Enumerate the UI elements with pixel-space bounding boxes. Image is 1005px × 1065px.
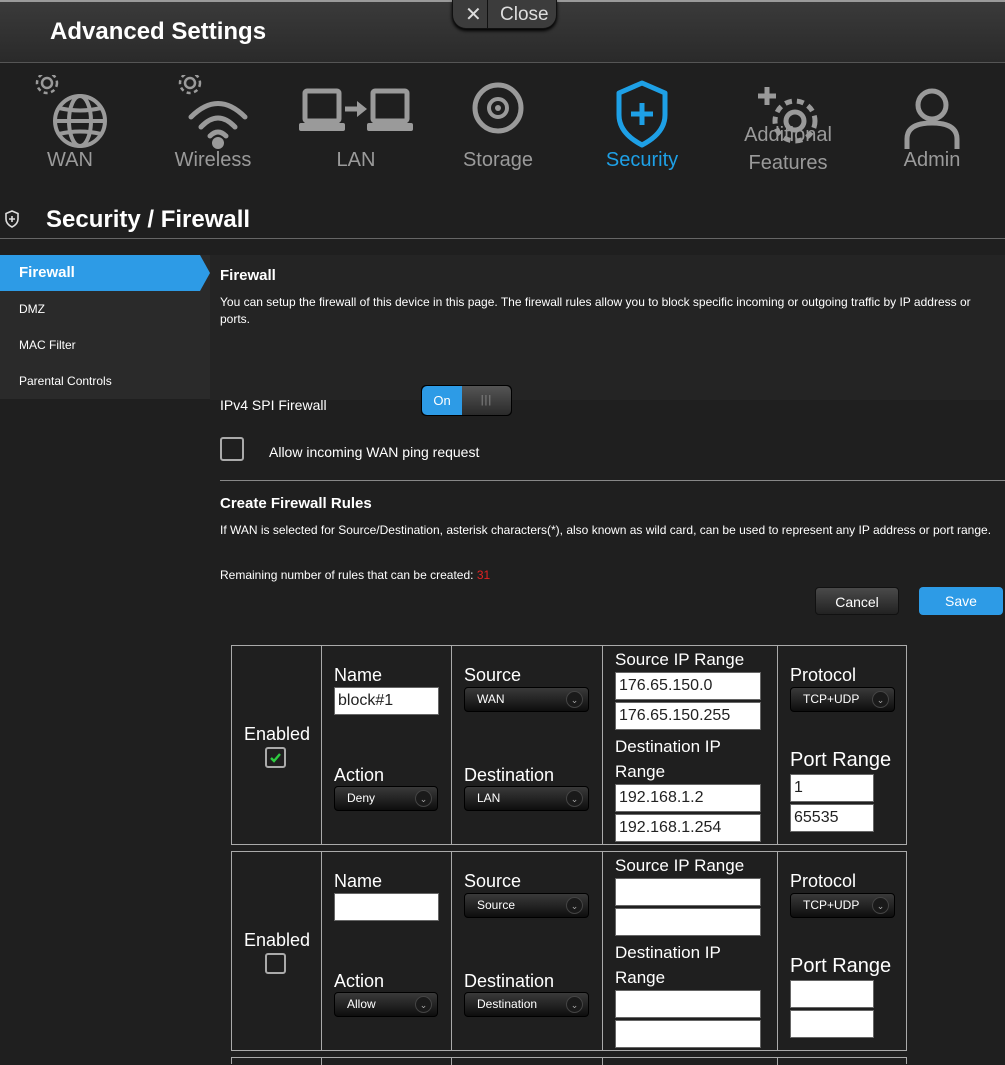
source-ip-end-input[interactable]	[615, 908, 761, 936]
chevron-down-icon: ⌄	[566, 996, 583, 1013]
remaining-label: Remaining number of rules that can be created:	[220, 568, 474, 582]
nav-label-line1: Additional	[744, 124, 832, 146]
wifi-gear-icon	[163, 75, 263, 155]
port-range-label: Port Range	[790, 955, 892, 977]
destination-ip-range-label-2: Range	[615, 762, 666, 781]
sidebar-item-mac-filter[interactable]	[0, 327, 200, 363]
source-label: Source	[464, 665, 522, 685]
sidebar-item-label: Parental Controls	[19, 374, 112, 388]
nav-label-line2: Features	[748, 152, 828, 174]
divider	[220, 480, 1005, 481]
ip-range-cell	[602, 852, 778, 1050]
nav-label-additional-features	[718, 121, 858, 177]
port-end-input[interactable]: 65535	[790, 804, 874, 832]
destination-select[interactable]	[464, 992, 589, 1017]
app-title: Advanced Settings	[50, 18, 267, 45]
rule-enabled-checkbox[interactable]	[265, 953, 286, 974]
action-select-value: Allow	[347, 997, 376, 1011]
rule-name-input[interactable]	[334, 893, 439, 921]
nav-security[interactable]	[572, 63, 712, 177]
name-action-cell	[321, 852, 452, 1050]
firewall-heading: Firewall	[220, 267, 276, 284]
protocol-label: Protocol	[790, 665, 857, 685]
name-label: Name	[334, 871, 383, 891]
chevron-down-icon: ⌄	[415, 996, 432, 1013]
page-title: Security / Firewall	[46, 206, 251, 233]
active-indicator	[200, 255, 210, 291]
source-ip-end-input[interactable]: 176.65.150.255	[615, 702, 761, 730]
destination-ip-range-label-2: Range	[615, 968, 666, 987]
checkmark-icon	[269, 751, 282, 764]
port-start-input[interactable]: 1	[790, 774, 874, 802]
nav-label-storage: Storage	[462, 149, 534, 171]
source-select-value: Source	[477, 898, 516, 912]
action-select[interactable]	[334, 786, 438, 811]
destination-label: Destination	[464, 765, 555, 785]
close-button[interactable]	[452, 0, 557, 29]
wan-ping-checkbox[interactable]	[220, 437, 244, 461]
rule-name-input[interactable]: block#1	[334, 687, 439, 715]
destination-label: Destination	[464, 971, 555, 991]
protocol-port-cell	[777, 852, 907, 1050]
nav-label-wan: WAN	[47, 149, 93, 171]
lan-computers-icon	[291, 75, 421, 155]
protocol-select-value: TCP+UDP	[803, 692, 860, 706]
dest-ip-start-input[interactable]: 192.168.1.2	[615, 784, 761, 812]
sidebar-item-parental-controls[interactable]	[0, 363, 200, 399]
name-label: Name	[334, 665, 383, 685]
source-ip-range-label: Source IP Range	[615, 650, 745, 669]
globe-gear-icon	[20, 75, 120, 155]
source-ip-start-input[interactable]	[615, 878, 761, 906]
dest-ip-end-input[interactable]: 192.168.1.254	[615, 814, 761, 842]
action-select-value: Deny	[347, 791, 376, 805]
protocol-port-cell	[777, 646, 907, 844]
chevron-down-icon: ⌄	[415, 790, 432, 807]
enabled-label: Enabled	[244, 724, 311, 744]
cancel-button[interactable]: Cancel	[815, 587, 899, 615]
close-icon: ✕	[465, 4, 482, 26]
nav-label-admin: Admin	[903, 149, 961, 171]
sidebar	[0, 255, 210, 399]
action-label: Action	[334, 765, 385, 785]
nav-label-wireless: Wireless	[174, 149, 252, 171]
user-icon	[892, 75, 972, 155]
sidebar-item-dmz[interactable]	[0, 291, 200, 327]
chevron-down-icon: ⌄	[872, 897, 889, 914]
source-ip-range-label: Source IP Range	[615, 856, 745, 875]
destination-select-value: LAN	[477, 791, 501, 805]
port-range-label: Port Range	[790, 749, 892, 771]
source-ip-start-input[interactable]: 176.65.150.0	[615, 672, 761, 700]
spi-firewall-toggle[interactable]	[421, 385, 512, 416]
chevron-down-icon: ⌄	[566, 691, 583, 708]
protocol-label: Protocol	[790, 871, 857, 891]
wan-ping-label: Allow incoming WAN ping request	[269, 444, 480, 460]
source-label: Source	[464, 871, 522, 891]
shield-icon	[4, 210, 20, 233]
destination-ip-range-label: Destination IP	[615, 943, 721, 962]
port-end-input[interactable]	[790, 1010, 874, 1038]
chevron-down-icon: ⌄	[566, 790, 583, 807]
save-button[interactable]: Save	[919, 587, 1003, 615]
source-select-value: WAN	[477, 692, 505, 706]
spi-firewall-label: IPv4 SPI Firewall	[220, 397, 327, 413]
nav-wan[interactable]	[0, 63, 140, 177]
main-nav	[0, 62, 1005, 177]
toggle-on-label: On	[422, 386, 462, 415]
rule-enabled-checkbox[interactable]	[265, 747, 286, 768]
nav-lan[interactable]	[286, 63, 426, 177]
toggle-knob: |||	[462, 386, 511, 415]
firewall-rule-row-partial	[231, 1057, 907, 1064]
shield-plus-icon	[602, 75, 682, 155]
source-select[interactable]	[464, 687, 589, 712]
chevron-down-icon: ⌄	[566, 897, 583, 914]
protocol-select[interactable]	[790, 687, 895, 712]
nav-label-security: Security	[605, 149, 679, 171]
source-destination-cell	[451, 852, 603, 1050]
sidebar-item-label: Firewall	[19, 264, 75, 281]
action-label: Action	[334, 971, 385, 991]
sidebar-item-label: DMZ	[19, 302, 45, 316]
nav-wireless[interactable]	[143, 63, 283, 177]
firewall-description: You can setup the firewall of this device in this page. The firewall rules allow you to block specific incoming or outgoing traffic by IP address or ports.	[220, 295, 971, 326]
disk-icon	[458, 75, 538, 155]
remaining-count: 31	[476, 568, 491, 582]
nav-admin[interactable]	[862, 63, 1002, 177]
destination-select[interactable]	[464, 786, 589, 811]
nav-label-lan: LAN	[336, 149, 376, 171]
source-destination-cell	[451, 646, 603, 844]
firewall-rule-row	[231, 851, 907, 1051]
dest-ip-end-input[interactable]	[615, 1020, 761, 1048]
action-select[interactable]	[334, 992, 438, 1017]
nav-storage[interactable]	[428, 63, 568, 177]
destination-ip-range-label: Destination IP	[615, 737, 721, 756]
enabled-label: Enabled	[244, 930, 311, 950]
rules-heading: Create Firewall Rules	[220, 495, 372, 512]
ip-range-cell	[602, 646, 778, 844]
protocol-select-value: TCP+UDP	[803, 898, 860, 912]
port-start-input[interactable]	[790, 980, 874, 1008]
sidebar-item-firewall[interactable]	[0, 255, 200, 291]
sidebar-item-label: MAC Filter	[19, 338, 76, 352]
close-label: Close	[500, 4, 549, 25]
dest-ip-start-input[interactable]	[615, 990, 761, 1018]
name-action-cell	[321, 646, 452, 844]
nav-additional-features[interactable]	[718, 63, 858, 177]
chevron-down-icon: ⌄	[872, 691, 889, 708]
firewall-rule-row	[231, 645, 907, 845]
close-divider	[487, 0, 488, 28]
section-header	[0, 200, 1005, 239]
rules-note: If WAN is selected for Source/Destination, asterisk characters(*), also known as wild card, can be used to represent any IP address or port range.	[220, 523, 992, 537]
source-select[interactable]	[464, 893, 589, 918]
destination-select-value: Destination	[477, 997, 538, 1011]
protocol-select[interactable]	[790, 893, 895, 918]
remaining-rules	[220, 567, 490, 584]
